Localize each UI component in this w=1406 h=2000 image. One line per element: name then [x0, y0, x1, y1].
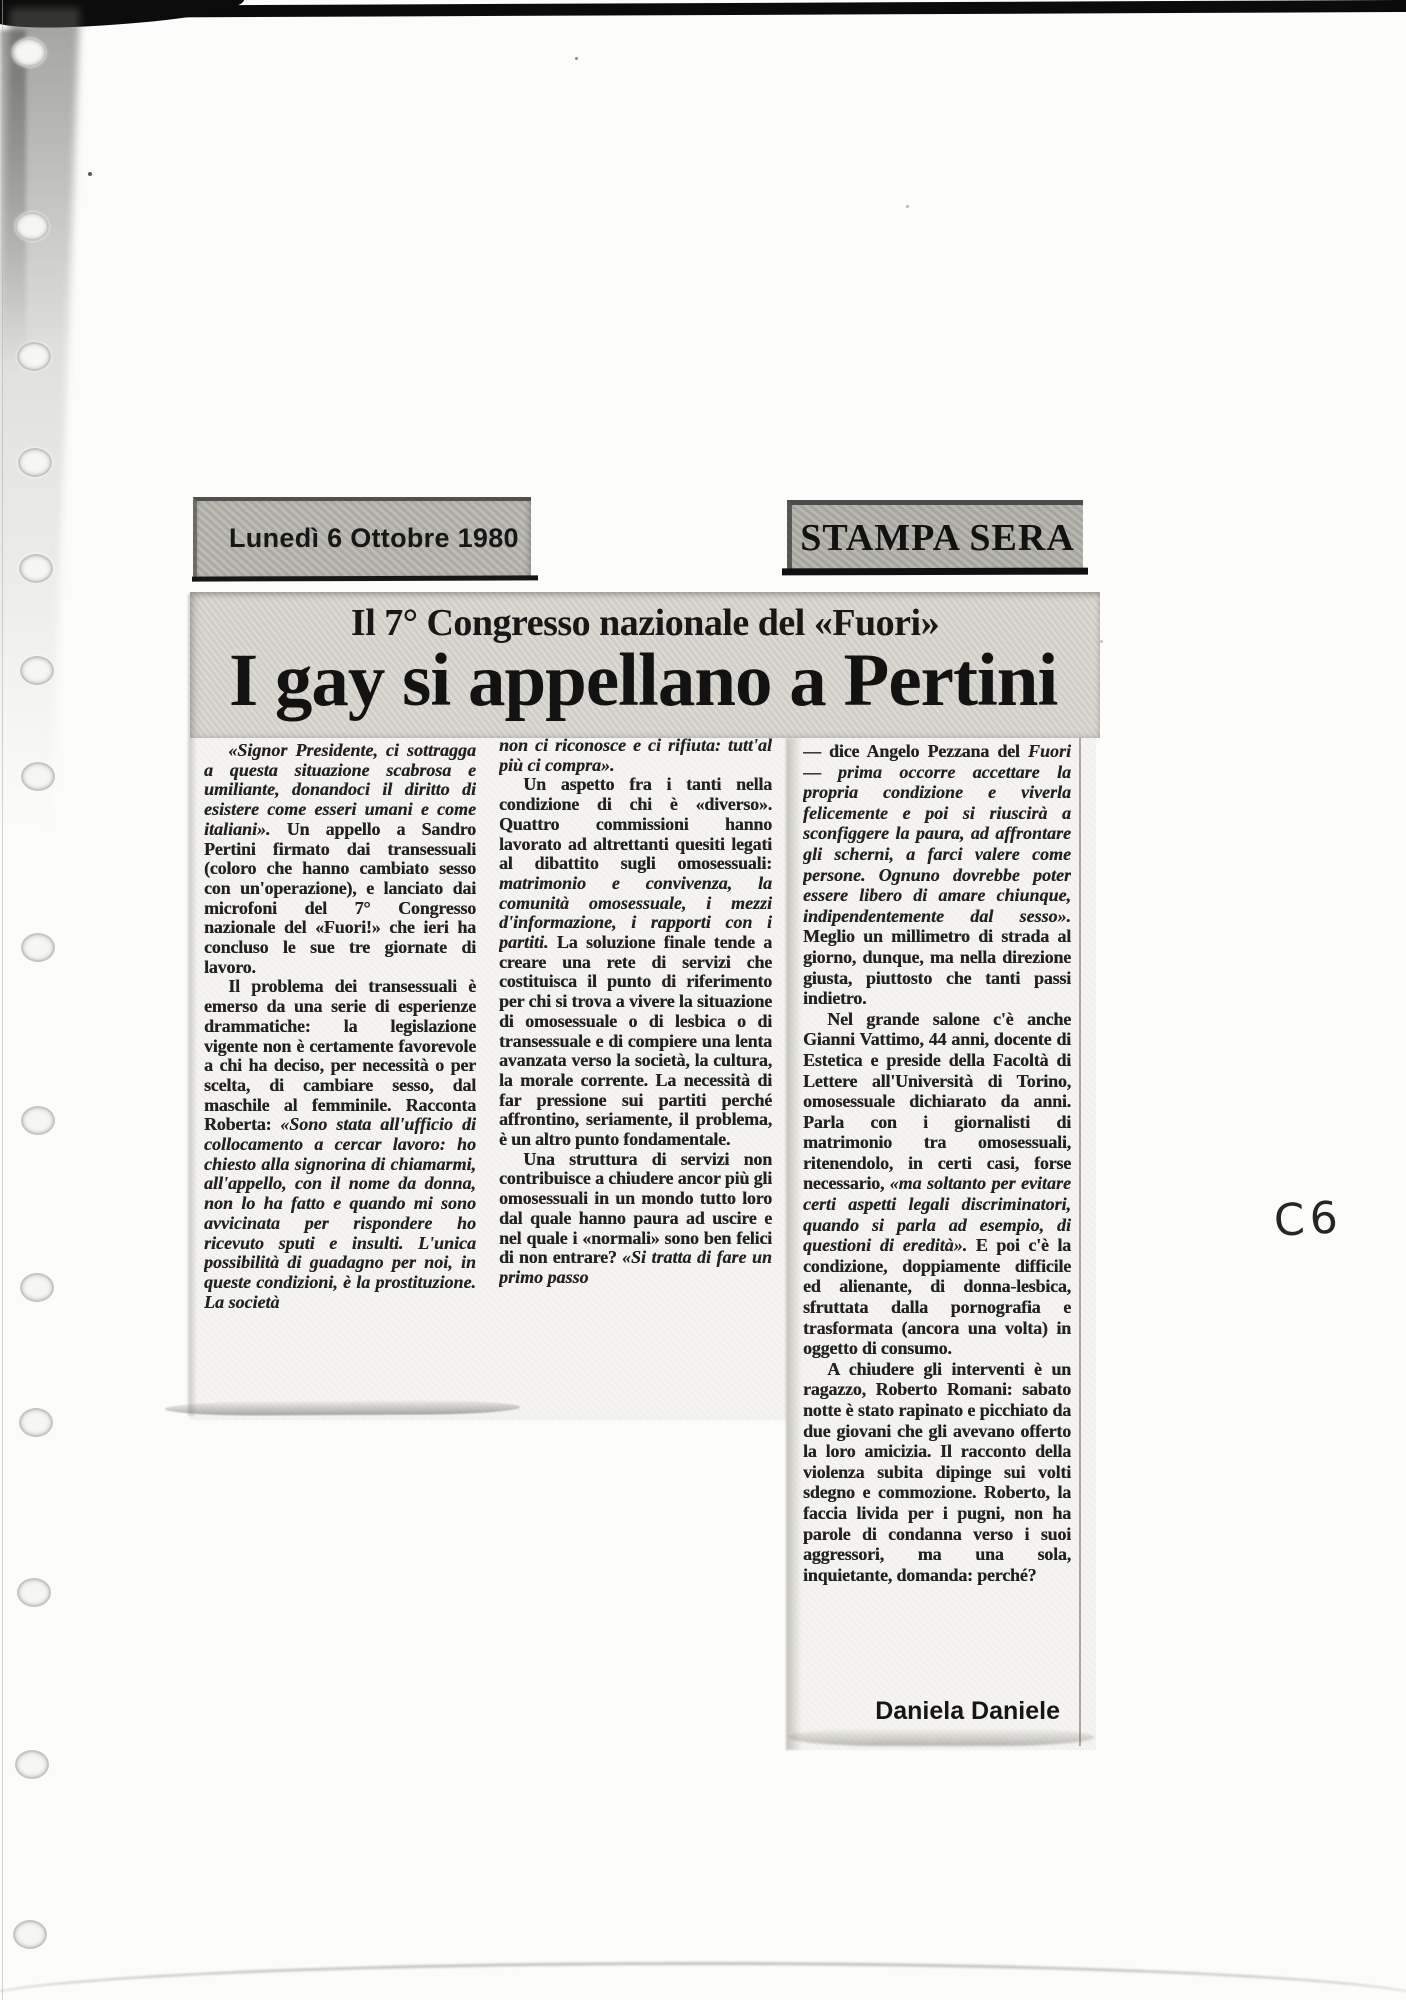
- masthead-title: STAMPA SERA: [800, 517, 1075, 559]
- body-text: — dice Angelo Pezzana del: [803, 741, 1028, 761]
- body-text: La soluzione finale tende a creare una rete di servizi che costituisca il punto di riferimento per chi si trova a vivere la situazione di omosessuale o di lesbica o di transessuale e di compiere una lenta avanzata verso la società, la cultura, la morale corrente. La necessità di far pressione sui partiti perché affrontino, seriamente, il problema, è un altro punto fondamentale.: [499, 932, 772, 1150]
- date-underline: [192, 575, 538, 581]
- quote-text: «Sono stata all'ufficio di collocamento a cercar lavoro: ho chiesto alla signorina di chiamarmi, all'appello, con il nome da donna, non lo ha fatto e quando mi sono avvicinata per rispondere ho ricevuto sputi e insulti. L'unica possibilità di guadagno per noi, in queste condizioni, è la prostituzione. La società: [204, 1114, 476, 1312]
- punch-hole: [17, 342, 51, 371]
- clipping-right-torn-edge: [786, 738, 802, 1750]
- body-text: —: [803, 761, 838, 782]
- article-paragraph: [499, 1150, 772, 1288]
- article-paragraph: [803, 741, 1071, 1009]
- clipping-right-edge-line: [1079, 700, 1081, 1746]
- byline: Daniela Daniele: [875, 1697, 1060, 1725]
- punch-hole: [21, 1106, 55, 1135]
- punch-hole: [19, 554, 53, 583]
- punch-hole: [21, 933, 55, 962]
- quote-text: non ci riconosce e ci rifiuta: tutt'al più ci compra».: [499, 736, 772, 775]
- clipping-right-bottom-smudge: [788, 1728, 1094, 1746]
- body-text: Un appello a Sandro Pertini firmato dai transessuali (coloro che hanno cambiato sesso con un'operazione), e lanciato dai microfoni del 7° Congresso nazionale del «Fuori!» che ieri ha concluso le sue tre giornate di lavoro.: [204, 818, 476, 977]
- punch-hole: [12, 38, 46, 67]
- punch-hole: [13, 1920, 47, 1949]
- masthead-underline: [782, 568, 1088, 576]
- handwritten-mark: C6: [1272, 1192, 1345, 1247]
- masthead-box: [787, 500, 1083, 573]
- punch-hole: [15, 212, 49, 241]
- article-paragraph: [499, 775, 772, 1149]
- quote-text: «Si tratta di fare un primo passo: [499, 1247, 772, 1287]
- punch-hole: [19, 1408, 53, 1437]
- body-text: Il problema dei transessuali è emerso da una serie di esperienze drammatiche: la legislazione vigente non è certamente favorevole a chi ha deciso, per necessità o per scelta, di cambiare sesso, dal maschile al femminile. Racconta Roberta:: [204, 976, 476, 1135]
- body-text: Una struttura di servizi non contribuisce a chiudere ancor più gli omosessuali in un mondo tutto loro dal quale hanno paura ad uscire e nel quale i «normali» sono ben felici di non entrare?: [499, 1148, 772, 1268]
- kicker: Il 7° Congresso nazionale del «Fuori»: [350, 602, 940, 644]
- date-label: Lunedì 6 Ottobre 1980: [229, 523, 519, 553]
- body-text: Nel grande salone c'è anche Gianni Vattimo, 44 anni, docente di Estetica e preside della Facoltà di Lettere all'Università di Torino, omosessuale dichiarato da anni. Parla con i giornalisti di matrimonio tra omosessuali, ritenendolo, in certi casi, forse necessario,: [803, 1008, 1071, 1194]
- punch-hole: [18, 448, 52, 477]
- punch-hole: [21, 762, 55, 791]
- article-paragraph: [803, 1359, 1071, 1586]
- article-column-3: [803, 741, 1071, 1703]
- article-paragraph: [204, 741, 476, 977]
- article-paragraph: [803, 1009, 1071, 1359]
- body-text: Un aspetto fra i tanti nella condizione di chi è «diverso». Quattro commissioni hanno lavorato ad altrettanti quesiti legati al dibattito sugli omosessuali:: [499, 774, 772, 874]
- body-text: A chiudere gli interventi è un ragazzo, Roberto Romani: sabato notte è stato rapinato e picchiato da due giovani che gli avevano offerto la loro amicizia. Il racconto della violenza subita dipinge sui volti sdegno e commozione. Roberto, la faccia livida per i pugni, non ha parole di condanna verso i suoi aggressori, ma una sola, inquietante, domanda: perché?: [803, 1358, 1071, 1585]
- quote-text: Fuori: [1027, 741, 1071, 761]
- punch-hole: [20, 1273, 54, 1302]
- article-paragraph: [204, 977, 476, 1312]
- quote-text: prima occorre accettare la propria condizione e viverla felicemente e poi si riuscirà a sconfiggere la paura, ad affrontare gli scherni, a farci valere come persone. Ognuno dovrebbe poter essere libero di amare chiunque, indipendentemente dal sesso».: [803, 761, 1071, 926]
- page-bottom-edge: [0, 1962, 1406, 2000]
- article-column-1: [204, 741, 476, 1409]
- punch-hole: [17, 1578, 51, 1607]
- headline: I gay si appellano a Pertini: [229, 639, 1058, 722]
- body-text: Meglio un millimetro di strada al giorno, dunque, ma nella direzione giusta, piuttosto che tanti passi indietro.: [803, 926, 1071, 1009]
- quote-text: «Signor Presidente, ci sottragga a questa situazione scabrosa e umiliante, donandoci il diritto di esistere come esseri umani e come italiani».: [204, 741, 476, 839]
- body-text: E poi c'è la condizione, doppiamente difficile ed alienante, di donna-lesbica, sfruttata dalla pornografia e trasformata (ancora una volta) in oggetto di consumo.: [803, 1235, 1071, 1359]
- ink-speck: [575, 57, 578, 60]
- page-left-edge: [2, 0, 3, 2000]
- quote-text: matrimonio e convivenza, la comunità omosessuale, i mezzi d'informazione, i rapporti con i partiti.: [499, 872, 772, 953]
- article-column-2: [499, 736, 772, 1408]
- date-box: [193, 497, 531, 580]
- punch-hole: [20, 656, 54, 685]
- article-paragraph: [499, 736, 772, 775]
- ink-speck: [88, 172, 92, 176]
- scan-left-smudge-dark: [0, 30, 26, 370]
- punch-hole: [15, 1750, 49, 1779]
- quote-text: «ma soltanto per evitare certi aspetti legali discriminatori, quando si parla ad esempio, di questioni di eredità».: [803, 1173, 1071, 1256]
- ink-speck: [906, 205, 909, 208]
